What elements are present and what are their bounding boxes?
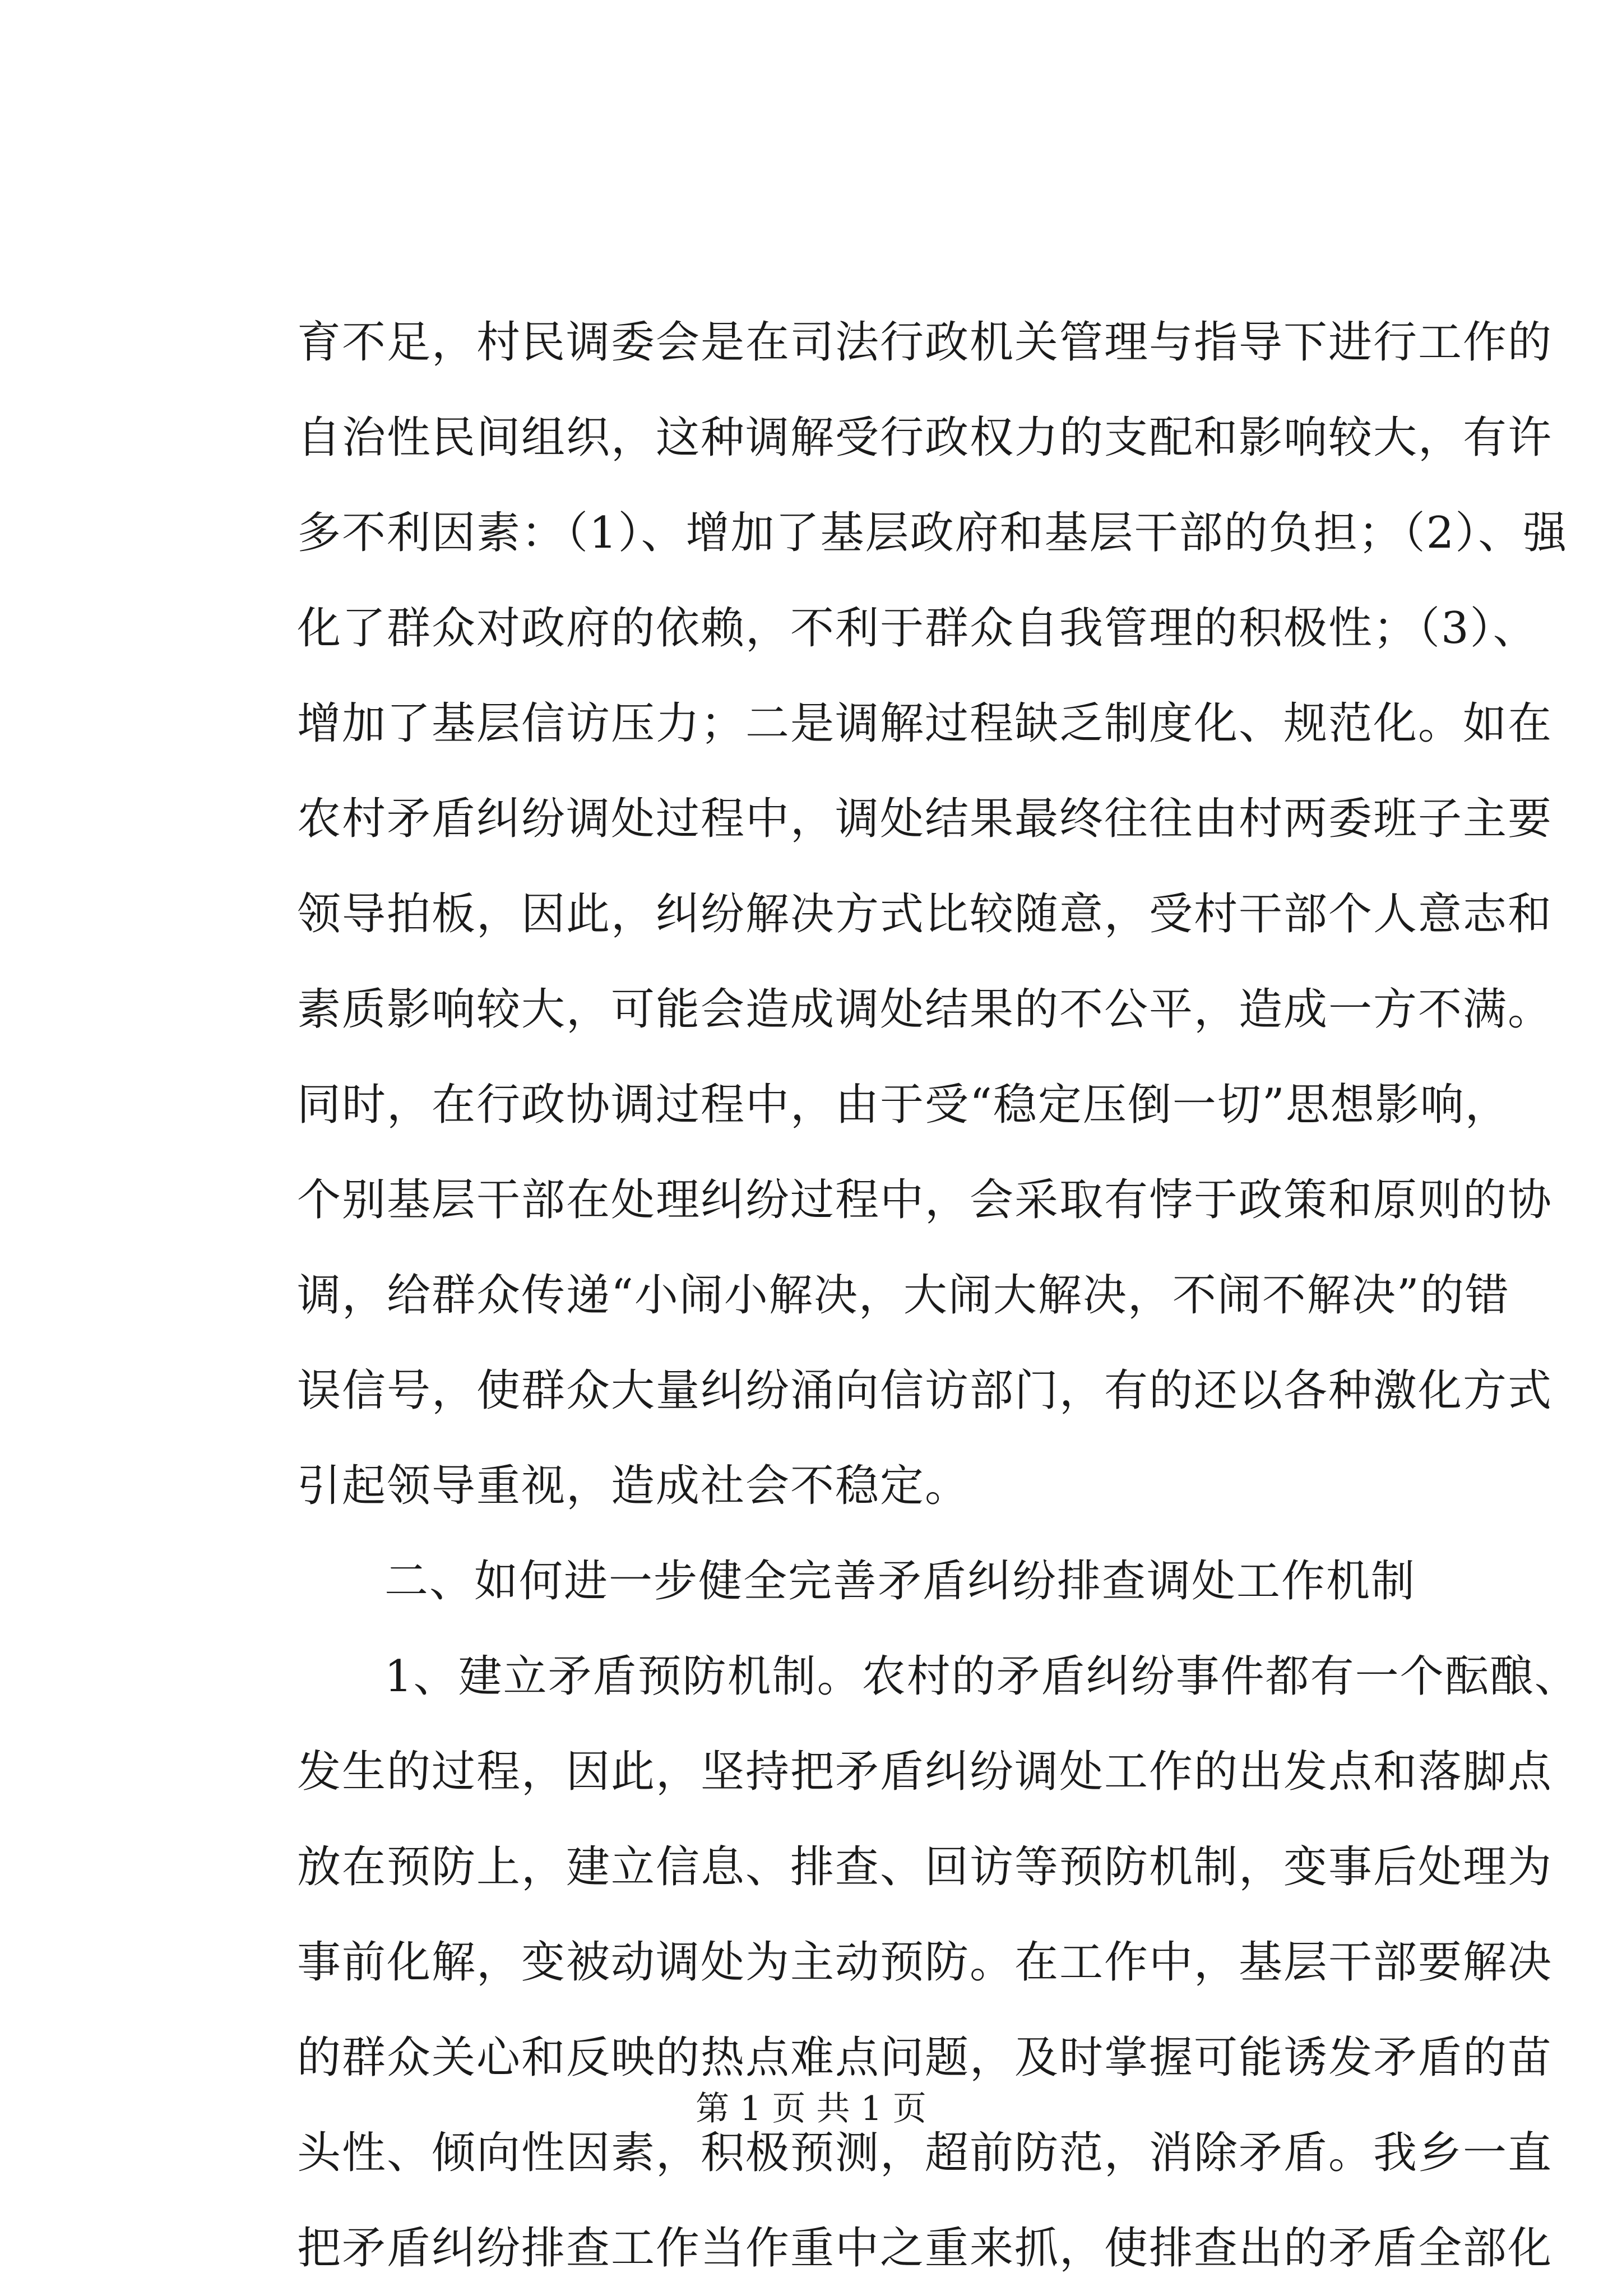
text-line: 引起领导重视，造成社会不稳定。 [297, 1461, 970, 1511]
text-line: 增加了基层信访压力；二是调解过程缺乏制度化、规范化。如在 [297, 698, 1553, 749]
text-line: 放在预防上，建立信息、排查、回访等预防机制，变事后处理为 [297, 1842, 1553, 1892]
text-line: 调，给群众传递“小闹小解决，大闹大解决，不闹不解决”的错 [297, 1270, 1510, 1321]
text-line: 头性、倾向性因素，积极预测，超前防范，消除矛盾。我乡一直 [297, 2128, 1553, 2178]
page-footer: 第 1 页 共 1 页 [696, 2089, 926, 2128]
paragraph [297, 295, 1568, 1534]
text-line: 农村矛盾纠纷调处过程中，调处结果最终往往由村两委班子主要 [297, 794, 1553, 844]
text-line: 的群众关心和反映的热点难点问题，及时掌握可能诱发矛盾的苗 [297, 2033, 1553, 2083]
text-line: 自治性民间组织，这种调解受行政权力的支配和影响较大，有许 [297, 413, 1553, 463]
text-line: 二、如何进一步健全完善矛盾纠纷排查调处工作机制 [384, 1556, 1416, 1607]
text-line: 误信号，使群众大量纠纷涌向信访部门，有的还以各种激化方式 [297, 1365, 1553, 1416]
paragraph [297, 1629, 1579, 2296]
text-line: 1、建立矛盾预防机制。农村的矛盾纠纷事件都有一个酝酿、 [384, 1651, 1579, 1702]
document-body [297, 295, 1579, 2296]
text-line: 领导拍板，因此，纠纷解决方式比较随意，受村干部个人意志和 [297, 889, 1553, 939]
text-line: 个别基层干部在处理纠纷过程中，会采取有悖于政策和原则的协 [297, 1175, 1553, 1225]
text-line: 事前化解，变被动调处为主动预防。在工作中，基层干部要解决 [297, 1937, 1553, 1988]
text-line: 育不足，村民调委会是在司法行政机关管理与指导下进行工作的 [297, 317, 1553, 368]
text-line: 多不利因素：（1）、增加了基层政府和基层干部的负担；（2）、强 [297, 508, 1568, 558]
paragraph [297, 1534, 1416, 1629]
text-line: 把矛盾纠纷排查工作当作重中之重来抓，使排查出的矛盾全部化 [297, 2223, 1553, 2274]
text-line: 素质影响较大，可能会造成调处结果的不公平，造成一方不满。 [297, 984, 1553, 1035]
text-line: 化了群众对政府的依赖，不利于群众自我管理的积极性；（3）、 [297, 603, 1538, 654]
text-line: 同时，在行政协调过程中，由于受“稳定压倒一切”思想影响， [297, 1080, 1510, 1130]
text-line: 发生的过程，因此，坚持把矛盾纠纷调处工作的出发点和落脚点 [297, 1747, 1553, 1797]
